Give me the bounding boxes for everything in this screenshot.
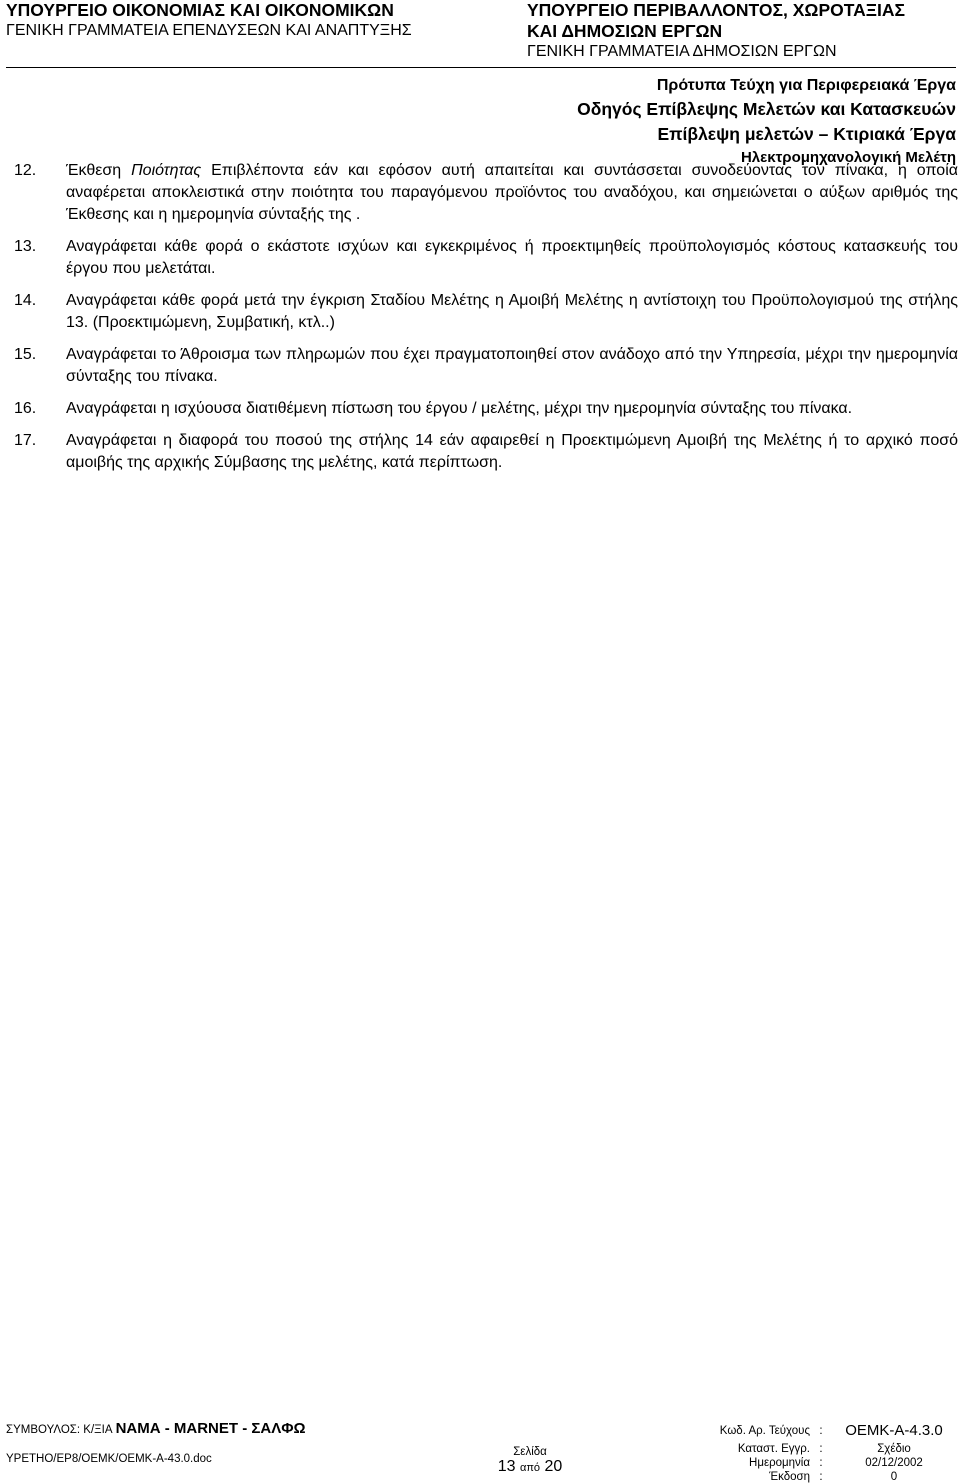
- item-text: Αναγράφεται κάθε φορά μετά την έγκριση Σταδίου Μελέτης η Αμοιβή Μελέτης η αντίστοιχη του Προϋπολογισμού της στήλης 13. (Προεκτιμώμενη, Συμβατική, κτλ..): [66, 292, 958, 331]
- ministry-environment-title-line1: ΥΠΟΥΡΓΕΙΟ ΠΕΡΙΒΑΛΛΟΝΤΟΣ, ΧΩΡΟΤΑΞΙΑΣ: [527, 0, 906, 20]
- meta-label: Κωδ. Αρ. Τεύχους: [719, 1425, 810, 1437]
- meta-value: ΟΕΜΚ-Α-4.3.0: [845, 1422, 943, 1439]
- item-number: 17.: [14, 432, 37, 449]
- meta-row-status: [700, 1442, 956, 1456]
- meta-value: 02/12/2002: [865, 1457, 923, 1469]
- item-text: Αναγράφεται το Άθροισμα των πληρωμών που έχει πραγματοποιηθεί στον ανάδοχο από την Υπηρεσία, μέχρι την ημερομηνία σύνταξης του πίνακα.: [66, 346, 958, 385]
- meta-colon: :: [819, 1443, 823, 1455]
- consultant-line: [6, 1420, 306, 1437]
- document-subheader: [577, 75, 956, 169]
- item-text-italic: Ποιότητας: [131, 162, 202, 179]
- item-number: 15.: [14, 346, 37, 363]
- page-header: [0, 0, 960, 70]
- subsection-title: Ηλεκτρομηχανολογική Μελέτη: [740, 149, 956, 166]
- item-text: Αναγράφεται κάθε φορά ο εκάστοτε ισχύων και εγκεκριμένος ή προεκτιμηθείς προϋπολογισμός κόστους κατασκευής του έργου που μελετάται.: [66, 238, 958, 277]
- list-item: [14, 398, 958, 420]
- page-footer: [0, 1412, 960, 1483]
- meta-label: Καταστ. Εγγρ.: [737, 1443, 810, 1455]
- list-item: [14, 344, 958, 388]
- file-path: ΥΡΕΤΗΟ/ΕΡ8/ΟΕΜΚ/ΟΕΜΚ-Α-43.0.doc: [6, 1453, 212, 1465]
- header-right-block: [527, 0, 905, 61]
- meta-colon: :: [819, 1425, 823, 1437]
- item-number: 14.: [14, 292, 37, 309]
- meta-label: Ημερομηνία: [749, 1457, 810, 1469]
- item-text-lead: Έκθεση: [66, 162, 132, 179]
- item-number: 12.: [14, 162, 37, 179]
- meta-value: Σχέδιο: [877, 1443, 911, 1455]
- item-text-rest: Επιβλέποντα εάν και εφόσον αυτή απαιτείται και συντάσσεται συνοδεύοντας τον πίνακα, η οποία αναφέρεται αποκλειστικά στην ποιότητα του παραγόμενου προϊόντος του αναδόχου, και σημειώνεται ο αύξων αριθμός της Έκθεσης και η ημερομηνία σύνταξής της .: [66, 162, 958, 223]
- list-item: [14, 236, 958, 280]
- meta-row-code: [700, 1420, 956, 1442]
- section-title: Επίβλεψη μελετών – Κτιριακά Έργα: [657, 124, 956, 144]
- document-metadata: [700, 1420, 956, 1484]
- page-number: [480, 1458, 580, 1476]
- header-left-block: [6, 0, 412, 40]
- page-indicator: [480, 1446, 580, 1476]
- list-item: [14, 430, 958, 474]
- meta-colon: :: [819, 1457, 823, 1469]
- series-title: Πρότυπα Τεύχη για Περιφερειακά Έργα: [656, 77, 956, 94]
- page-current: 13: [497, 1458, 516, 1475]
- ministry-environment-title-line2: ΚΑΙ ΔΗΜΟΣΙΩΝ ΕΡΓΩΝ: [527, 21, 723, 41]
- page-total: 20: [544, 1458, 563, 1475]
- item-text: Αναγράφεται η ισχύουσα διατιθέμενη πίστωση του έργου / μελέτης, μέχρι την ημερομηνία σύνταξης του πίνακα.: [66, 400, 853, 417]
- guide-title: Οδηγός Επίβλεψης Μελετών και Κατασκευών: [577, 99, 956, 119]
- list-item: [14, 290, 958, 334]
- list-item: [14, 160, 958, 226]
- consultant-name: ΝΑΜΑ - MARNET - ΣΑΛΦΩ: [115, 1420, 306, 1437]
- meta-colon: :: [819, 1471, 823, 1483]
- meta-row-version: [700, 1470, 956, 1484]
- item-text: [66, 160, 958, 226]
- item-text: Αναγράφεται η διαφορά του ποσού της στήλης 14 εάν αφαιρεθεί η Προεκτιμώμενη Αμοιβή της Μελέτης ή το αρχικό ποσό αμοιβής της αρχικής Σύμβασης της μελέτης, κατά περίπτωση.: [66, 432, 958, 471]
- page-of: από: [519, 1462, 541, 1474]
- notes-list: [14, 160, 958, 484]
- page-label: Σελίδα: [513, 1446, 547, 1458]
- ministry-economy-title: ΥΠΟΥΡΓΕΙΟ ΟΙΚΟΝΟΜΙΑΣ ΚΑΙ ΟΙΚΟΝΟΜΙΚΩΝ: [6, 0, 394, 20]
- meta-row-date: [700, 1456, 956, 1470]
- header-divider: [6, 67, 956, 68]
- consultant-label: ΣΥΜΒΟΥΛΟΣ: Κ/ΞΙΑ: [6, 1424, 113, 1436]
- secretariat-public-works-subtitle: ΓΕΝΙΚΗ ΓΡΑΜΜΑΤΕΙΑ ΔΗΜΟΣΙΩΝ ΕΡΓΩΝ: [527, 43, 837, 60]
- secretariat-investment-subtitle: ΓΕΝΙΚΗ ΓΡΑΜΜΑΤΕΙΑ ΕΠΕΝΔΥΣΕΩΝ ΚΑΙ ΑΝΑΠΤΥΞΗΣ: [6, 22, 412, 39]
- meta-label: Έκδοση: [769, 1471, 810, 1483]
- item-number: 13.: [14, 238, 37, 255]
- item-number: 16.: [14, 400, 37, 417]
- meta-value: 0: [890, 1471, 898, 1483]
